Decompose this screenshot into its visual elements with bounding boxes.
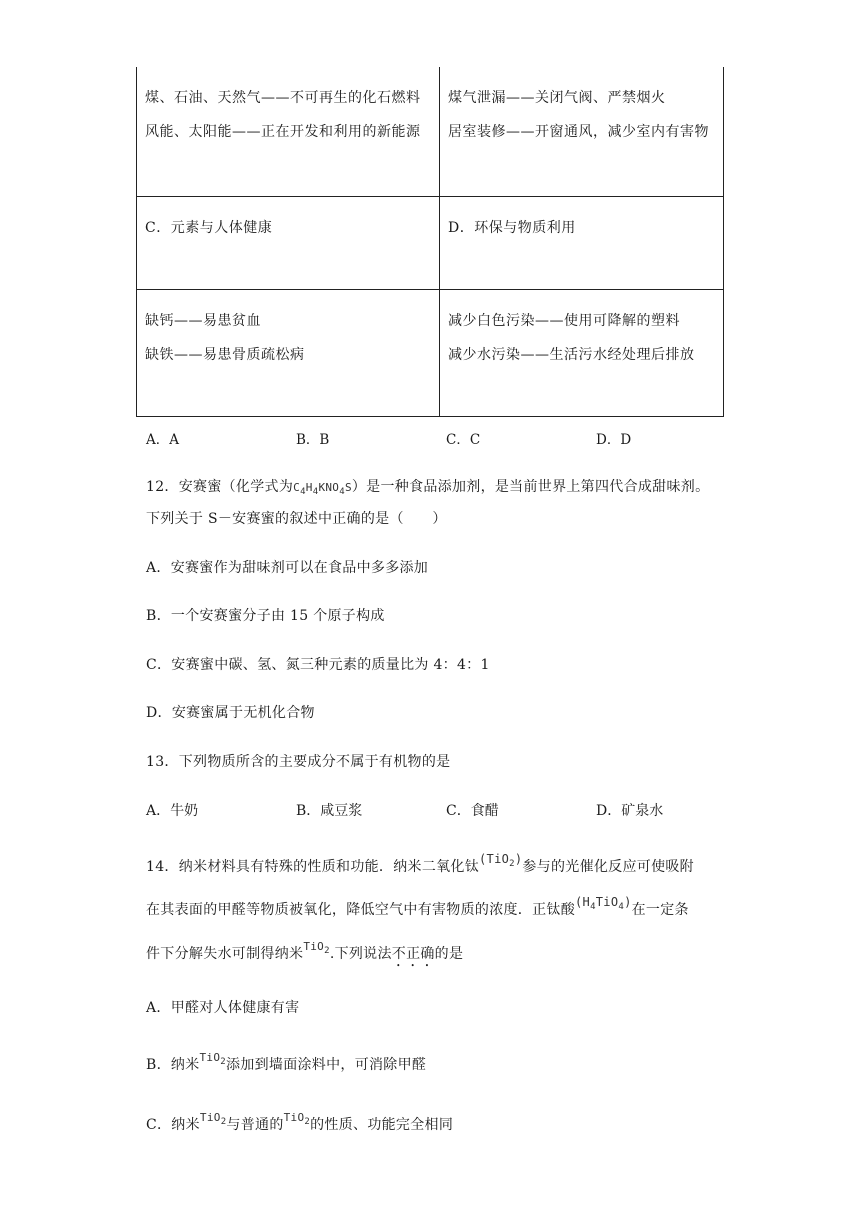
table-header-c: C．元素与人体健康 [137,197,440,290]
q14-option-c[interactable] [146,1111,454,1135]
q14-text: B．纳米 [146,1057,200,1073]
q14-option-a[interactable]: A．甲醛对人体健康有害 [146,1000,300,1016]
formula-sub: 2 [220,1117,227,1127]
q12-stem-text: 12．安赛蜜（化学式为 [146,479,294,495]
q13-option-d[interactable]: D．矿泉水 [596,803,664,819]
cell-line: 风能、太阳能——正在开发和利用的新能源 [145,124,421,140]
cell-line: 缺钙——易患贫血 [145,313,261,329]
formula-sub: 2 [304,1117,311,1127]
q12-option-c[interactable]: C．安赛蜜中碳、氢、氮三种元素的质量比为 4：4：1 [146,657,490,673]
q13-option-a[interactable]: A．牛奶 [146,803,199,819]
formula-part: TiO [595,895,619,909]
formula-part: S [344,481,352,494]
q11-option-b[interactable]: B．B [296,432,330,448]
q14-text: 参与的光催化反应可使吸附 [522,859,694,875]
q11-options [146,428,746,448]
formula-sub: 4 [312,487,319,497]
q14-formula-tio2 [479,852,523,869]
q12-stem [146,476,709,497]
q14-option-b[interactable] [146,1051,427,1075]
formula-part: ) [514,852,523,866]
q14-stem-line3 [146,940,464,970]
q11-option-d[interactable]: D．D [596,432,632,448]
q14-text: 件下分解失水可制得纳米 [146,946,304,962]
formula-sub: 2 [220,1057,226,1067]
cell-line: 减少白色污染——使用可降解的塑料 [448,313,680,329]
table-row [137,67,724,197]
q12-option-a[interactable]: A．安赛蜜作为甜味剂可以在食品中多多添加 [146,560,429,576]
q14-text: C．纳米 [146,1117,200,1133]
cell-line: 减少水污染——生活污水经处理后排放 [448,347,695,363]
knowledge-table [136,67,724,417]
table-cell-health [137,290,440,417]
table-cell-energy [137,67,440,197]
formula-part: C [293,481,301,494]
formula-part: KNO [318,481,340,494]
formula-sub: 4 [590,902,596,912]
q12-option-b[interactable]: B．一个安赛蜜分子由 15 个原子构成 [146,608,385,624]
formula-part: (H [575,895,591,909]
formula-part: H [305,481,313,494]
table-row [137,290,724,417]
q12-formula [293,481,352,497]
q14-stem-line1 [146,852,694,877]
q12-option-d[interactable]: D．安赛蜜属于无机化合物 [146,705,315,721]
q14-text: 与普通的 [226,1117,284,1133]
q13-option-c[interactable]: C．食醋 [446,803,499,819]
table-cell-environment [440,290,724,417]
formula-part: TiO [283,1111,305,1124]
q14-text: 14．纳米材料具有特殊的性质和功能．纳米二氧化钛 [146,859,480,875]
cell-line: 煤、石油、天然气——不可再生的化石燃料 [145,90,421,106]
q14-text: 的是 [434,946,464,962]
formula-part: (TiO [479,852,510,866]
q11-option-a[interactable]: A．A [146,432,179,448]
table-row [137,197,724,290]
q14-text: 在一定条 [631,902,689,918]
q14-formula-tio2 [303,940,330,956]
q11-option-c[interactable]: C．C [446,432,481,448]
formula-part: TiO [303,940,325,953]
table-header-d: D．环保与物质利用 [440,197,724,290]
q12-stem-text: ）是一种食品添加剂，是当前世界上第四代合成甜味剂。 [351,479,710,495]
q14-text: 在其表面的甲醛等物质被氧化，降低空气中有害物质的浓度．正钛酸 [146,902,575,918]
q14-formula-tio2 [199,1111,227,1127]
q13-stem: 13．下列物质所含的主要成分不属于有机物的是 [146,754,451,770]
q14-formula-tio2 [283,1111,311,1127]
table-cell-safety [440,67,724,197]
q14-formula-tio2 [199,1051,227,1067]
q14-text: 添加到墙面涂料中，可消除甲醛 [226,1057,427,1073]
formula-sub: 4 [300,487,306,497]
cell-line: 居室装修——开窗通风，减少室内有害物 [448,124,709,140]
formula-part: TiO [199,1111,221,1124]
formula-part: TiO [199,1051,221,1064]
q13-option-b[interactable]: B．咸豆浆 [296,803,363,819]
formula-sub: 4 [618,902,625,912]
formula-sub: 2 [324,946,330,956]
q12-stem-line2: 下列关于 S－安赛蜜的叙述中正确的是（ ） [146,511,447,527]
q14-text: 的性质、功能完全相同 [310,1117,454,1133]
formula-sub: 2 [509,859,515,869]
cell-line: 煤气泄漏——关闭气阀、严禁烟火 [448,90,666,106]
q14-stem-line2 [146,895,689,920]
q14-formula-h4tio4 [575,895,632,912]
q14-emphasis: 不正确 [391,946,435,962]
formula-sub: 4 [339,487,345,497]
cell-line: 缺铁——易患骨质疏松病 [145,347,305,363]
q14-text: .下列说法 [329,946,392,962]
formula-part: ) [624,895,632,909]
q13-options [146,800,746,820]
